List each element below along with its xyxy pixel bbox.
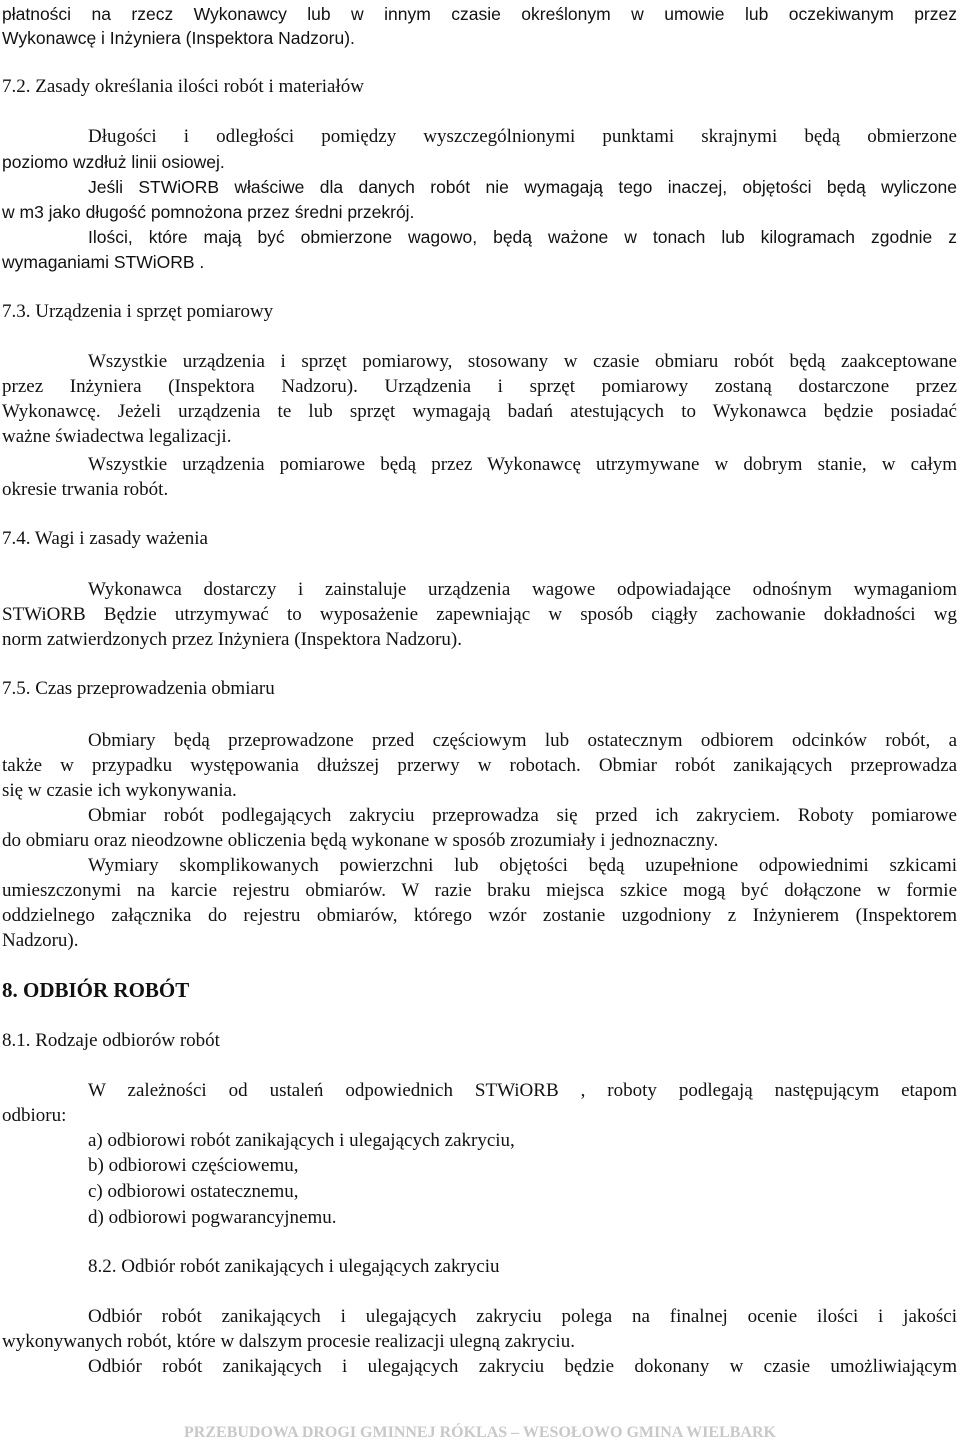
paragraph-line: przez Inżyniera (Inspektora Nadzoru). Urządzenia i sprzęt pomiarowy zostaną dostarczone przez <box>2 376 957 397</box>
paragraph-line: Wszystkie urządzenia pomiarowe będą przez Wykonawcę utrzymywane w dobrym stanie, w całym <box>88 454 957 475</box>
section-heading-8-2: 8.2. Odbiór robót zanikających i ulegających zakryciu <box>88 1256 500 1277</box>
list-item: a) odbiorowi robót zanikających i ulegających zakryciu, <box>88 1130 515 1151</box>
paragraph-line: Długości i odległości pomiędzy wyszczególnionymi punktami skrajnymi będą obmierzone <box>88 126 957 147</box>
paragraph-line: Wykonawcę i Inżyniera (Inspektora Nadzoru). <box>2 28 355 48</box>
list-item: b) odbiorowi częściowemu, <box>88 1155 299 1176</box>
paragraph-line: w m3 jako długość pomnożona przez średni przekrój. <box>2 202 415 222</box>
paragraph-line: umieszczonymi na karcie rejestru obmiarów. W razie braku miejsca szkice mogą być dołączone w formie <box>2 880 957 901</box>
paragraph-line: także w przypadku występowania dłuższej przerwy w robotach. Obmiar robót zanikających przeprowadza <box>2 755 957 776</box>
page-footer: PRZEBUDOWA DROGI GMINNEJ RÓKLAS – WESOŁOWO GMINA WIELBARK <box>184 1424 776 1441</box>
paragraph-line: Wymiary skomplikowanych powierzchni lub objętości będą uzupełnione odpowiednimi szkicami <box>88 855 957 876</box>
section-heading-7-2: 7.2. Zasady określania ilości robót i materiałów <box>2 76 364 97</box>
paragraph-line: okresie trwania robót. <box>2 479 169 500</box>
paragraph-line: odbioru: <box>2 1105 67 1126</box>
paragraph-line: Obmiary będą przeprowadzone przed częściowym lub ostatecznym odbiorem odcinków robót, a <box>88 730 957 751</box>
paragraph-line: do obmiaru oraz nieodzowne obliczenia będą wykonane w sposób zrozumiały i jednoznaczny. <box>2 830 719 851</box>
paragraph-line: Wszystkie urządzenia i sprzęt pomiarowy, stosowany w czasie obmiaru robót będą zaakceptowane <box>88 351 957 372</box>
paragraph-line: Obmiar robót podlegających zakryciu przeprowadza się przed ich zakryciem. Roboty pomiarowe <box>88 805 957 826</box>
paragraph-line: wymaganiami STWiORB . <box>2 252 205 272</box>
section-heading-7-3: 7.3. Urządzenia i sprzęt pomiarowy <box>2 301 274 322</box>
chapter-heading-8: 8. ODBIÓR ROBÓT <box>2 978 190 1002</box>
paragraph-line: ważne świadectwa legalizacji. <box>2 426 232 447</box>
section-heading-8-1: 8.1. Rodzaje odbiorów robót <box>2 1030 220 1051</box>
paragraph-line: norm zatwierdzonych przez Inżyniera (Inspektora Nadzoru). <box>2 629 462 650</box>
paragraph-line: Ilości, które mają być obmierzone wagowo, będą ważone w tonach lub kilogramach zgodnie z <box>88 227 957 247</box>
list-item: c) odbiorowi ostatecznemu, <box>88 1181 299 1202</box>
paragraph-line: Wykonawcę. Jeżeli urządzenia te lub sprzęt wymagają badań atestujących to Wykonawca będzie posiadać <box>2 401 957 422</box>
paragraph-line: płatności na rzecz Wykonawcy lub w innym czasie określonym w umowie lub oczekiwanym przez <box>2 4 957 24</box>
paragraph-line: Nadzoru). <box>2 930 79 951</box>
paragraph-line: poziomo wzdłuż linii osiowej. <box>2 152 225 172</box>
paragraph-line: wykonywanych robót, które w dalszym procesie realizacji ulegną zakryciu. <box>2 1331 575 1352</box>
paragraph-line: oddzielnego załącznika do rejestru obmiarów, którego wzór zostanie uzgodniony z Inżynierem (Inspektorem <box>2 905 957 926</box>
paragraph-line: się w czasie ich wykonywania. <box>2 780 237 801</box>
section-heading-7-5: 7.5. Czas przeprowadzenia obmiaru <box>2 678 275 699</box>
section-heading-7-4: 7.4. Wagi i zasady ważenia <box>2 528 208 549</box>
paragraph-line: W zależności od ustaleń odpowiednich STWiORB , roboty podlegają następującym etapom <box>88 1080 957 1101</box>
list-item: d) odbiorowi pogwarancyjnemu. <box>88 1207 337 1228</box>
paragraph-line: STWiORB Będzie utrzymywać to wyposażenie zapewniając w sposób ciągły zachowanie dokładności wg <box>2 604 957 625</box>
paragraph-line: Odbiór robót zanikających i ulegających zakryciu polega na finalnej ocenie ilości i jakości <box>88 1306 957 1327</box>
paragraph-line: Wykonawca dostarczy i zainstaluje urządzenia wagowe odpowiadające odnośnym wymaganiom <box>88 579 957 600</box>
paragraph-line: Odbiór robót zanikających i ulegających zakryciu będzie dokonany w czasie umożliwiającym <box>88 1356 957 1377</box>
paragraph-line: Jeśli STWiORB właściwe dla danych robót nie wymagają tego inaczej, objętości będą wyliczone <box>88 177 957 197</box>
